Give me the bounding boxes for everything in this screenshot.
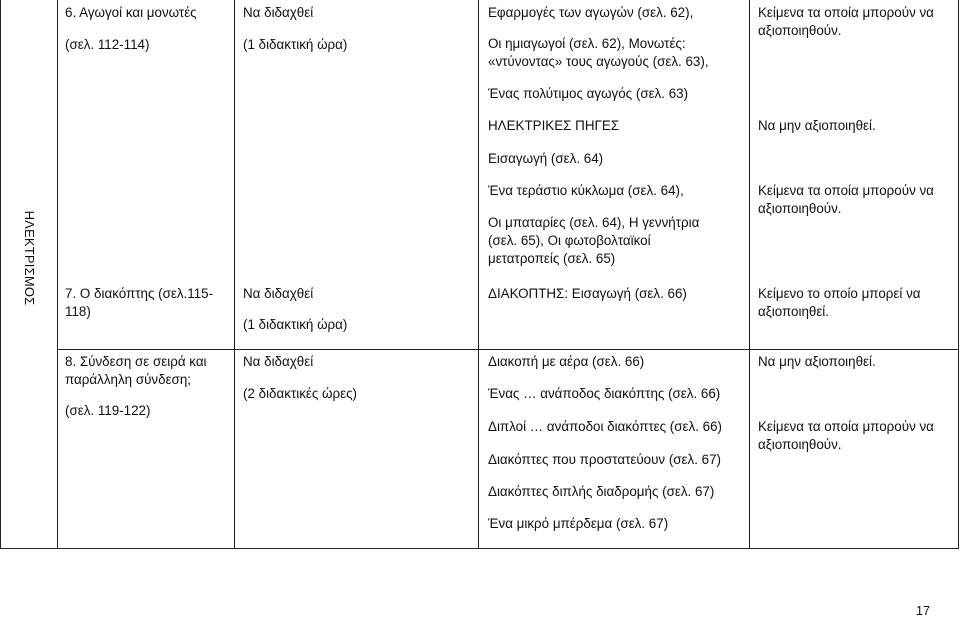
row7-hours: (1 διδακτική ώρα) xyxy=(243,317,348,332)
row8-content-line: Διακόπτες διπλής διαδρομής (σελ. 67) xyxy=(488,484,715,499)
row7-note-line: αξιοποιηθεί. xyxy=(758,304,830,319)
sources-content-line: (σελ. 65), Οι φωτοβολταϊκοί xyxy=(488,233,651,248)
column-divider-teaching xyxy=(478,0,479,549)
row6-note-line: αξιοποιηθούν. xyxy=(758,23,842,38)
row8-content-line: Διακοπή με αέρα (σελ. 66) xyxy=(488,354,645,369)
table-left-border xyxy=(0,0,1,549)
row8-content-line: Ένα μικρό μπέρδεμα (σελ. 67) xyxy=(488,516,669,531)
row7-note-line: Κείμενο το οποίο μπορεί να xyxy=(758,286,921,301)
sources-content-line: Ένα τεράστιο κύκλωμα (σελ. 64), xyxy=(488,183,684,198)
row-divider-6-7 xyxy=(57,349,959,350)
side-label-cell xyxy=(8,168,50,348)
row8-content-line: Διπλοί … ανάποδοι διακόπτες (σελ. 66) xyxy=(488,419,722,434)
sources-content-line: Εισαγωγή (σελ. 64) xyxy=(488,151,604,166)
row8-unit-title: 8. Σύνδεση σε σειρά και xyxy=(65,354,207,369)
row6-hours: (1 διδακτική ώρα) xyxy=(243,37,348,52)
column-divider-content xyxy=(749,0,750,549)
row6-note-line: Κείμενα τα οποία μπορούν να xyxy=(758,5,934,20)
row8-teach: Να διδαχθεί xyxy=(243,354,314,369)
sources-note-line: Κείμενα τα οποία μπορούν να xyxy=(758,183,934,198)
row8-note-line: αξιοποιηθούν. xyxy=(758,437,842,452)
row7-unit-pages: 118) xyxy=(65,304,91,319)
row8-content-line: Ένας … ανάποδος διακόπτης (σελ. 66) xyxy=(488,386,721,401)
row8-content-line: Διακόπτες που προστατεύουν (σελ. 67) xyxy=(488,452,722,467)
row6-content-line: Οι ημιαγωγοί (σελ. 62), Μονωτές: xyxy=(488,36,686,51)
row6-content-line: Εφαρμογές των αγωγών (σελ. 62), xyxy=(488,5,694,20)
row6-unit-pages: (σελ. 112-114) xyxy=(65,37,150,52)
row7-unit-title: 7. Ο διακόπτης (σελ.115- xyxy=(65,286,214,301)
sources-content-line: μετατροπείς (σελ. 65) xyxy=(488,251,616,266)
row8-unit-title: παράλληλη σύνδεση; xyxy=(65,372,191,387)
row7-content-line: ΔΙΑΚΟΠΤΗΣ: Εισαγωγή (σελ. 66) xyxy=(488,286,687,301)
row8-unit-pages: (σελ. 119-122) xyxy=(65,403,151,418)
row6-content-line: «ντύνοντας» τους αγωγούς (σελ. 63), xyxy=(488,54,709,69)
sources-content-line: ΗΛΕΚΤΡΙΚΕΣ ΠΗΓΕΣ xyxy=(488,118,620,133)
column-divider-side xyxy=(57,0,58,549)
row7-teach: Να διδαχθεί xyxy=(243,286,314,301)
table-bottom-border xyxy=(0,548,959,549)
row6-teach: Να διδαχθεί xyxy=(243,5,314,20)
column-divider-unit xyxy=(234,0,235,549)
sources-note-line: Να μην αξιοποιηθεί. xyxy=(758,118,876,133)
side-label: ΗΛΕΚΤΡΙΣΜΟΣ xyxy=(22,210,37,306)
row8-hours: (2 διδακτικές ώρες) xyxy=(243,386,358,401)
row6-content-line: Ένας πολύτιμος αγωγός (σελ. 63) xyxy=(488,86,689,101)
row8-note-line: Να μην αξιοποιηθεί. xyxy=(758,354,876,369)
row6-unit-title: 6. Αγωγοί και μονωτές xyxy=(65,5,197,20)
sources-note-line: αξιοποιηθούν. xyxy=(758,201,842,216)
table-right-border xyxy=(958,0,959,549)
page-number: 17 xyxy=(916,604,930,618)
row8-note-line: Κείμενα τα οποία μπορούν να xyxy=(758,419,934,434)
sources-content-line: Οι μπαταρίες (σελ. 64), Η γεννήτρια xyxy=(488,215,700,230)
